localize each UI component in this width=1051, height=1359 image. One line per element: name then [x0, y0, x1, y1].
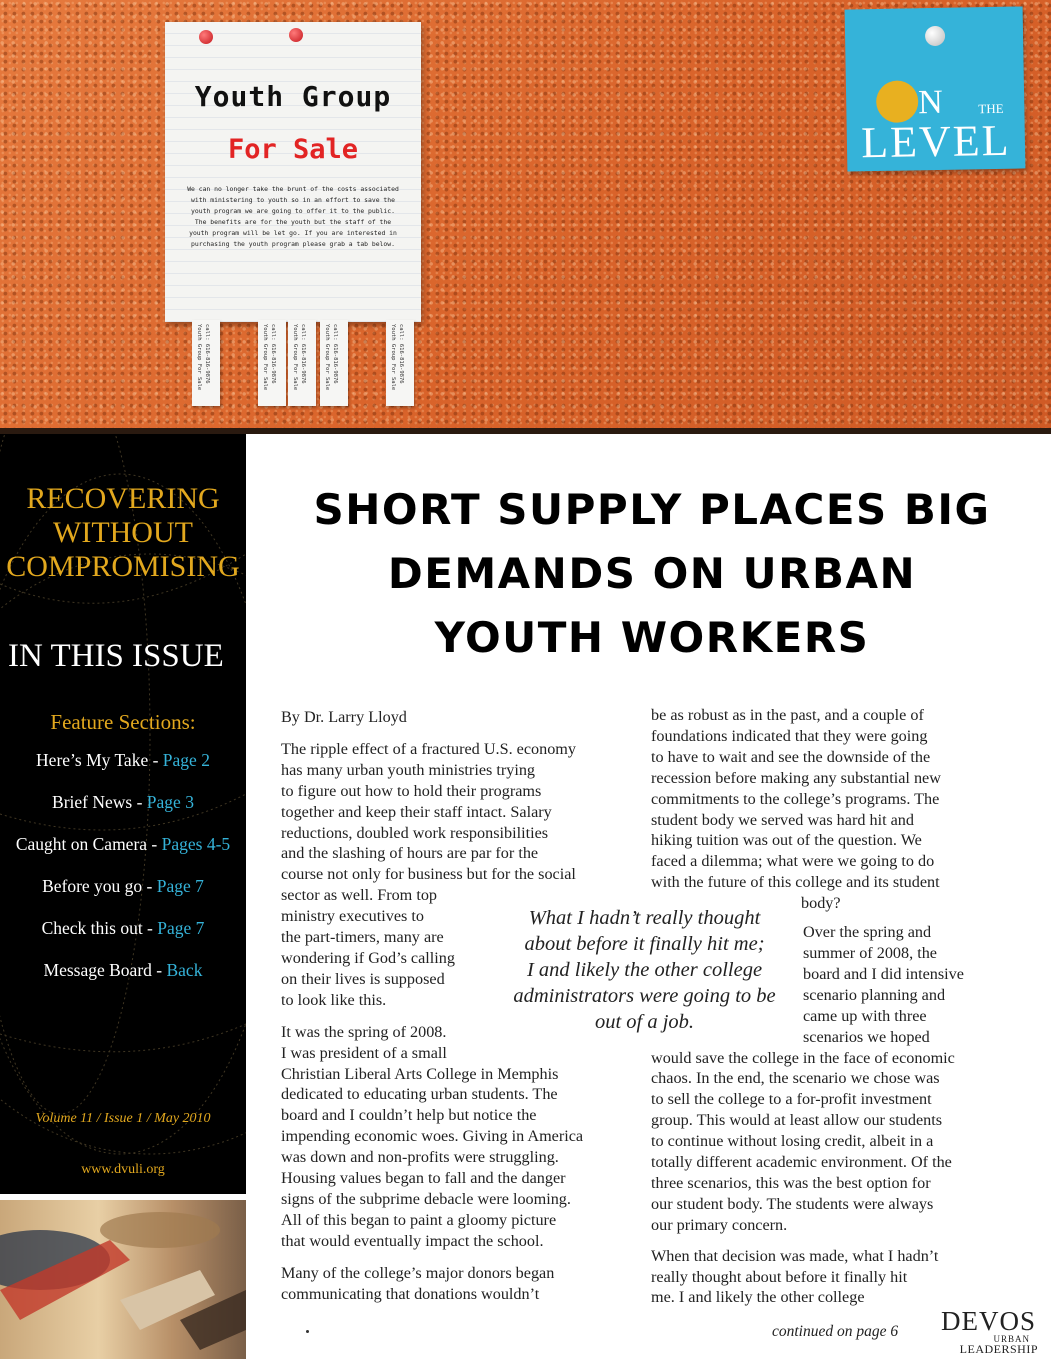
youth-group-flyer [165, 22, 421, 322]
feature-sections-heading: Feature Sections: [50, 710, 196, 734]
toc-item[interactable]: Brief News - Page 3 [52, 792, 194, 812]
byline: By Dr. Larry Lloyd [281, 708, 407, 726]
sticky-the-text: THE [978, 100, 1004, 117]
paragraph: Over the spring and summer of 2008, the board and I did intensive scenario planning and came up with three scenarios we hoped [803, 923, 964, 1046]
toc-item[interactable]: Caught on Camera - Pages 4-5 [15, 834, 231, 854]
pull-quote: What I hadn’t really thought about before it finally hit me; I and likely the other college administrators were going to be out of a job. [513, 907, 776, 1033]
tear-off-tab[interactable]: call: 616-816-9876 Youth Group For Sale [386, 320, 414, 406]
flyer-title: Youth Group [194, 80, 392, 113]
paragraph-continued: would save the college in the face of economic chaos. In the end, the scenario we chose was to sell the college to a for-profit investment group. This would at least allow our students to continue without losing credit, albeit in a totally different academic environment. Of the three scenarios, this was the best option for our student body. The students were always our primary concern. [651, 1048, 955, 1234]
red-pushpin-icon [199, 30, 213, 44]
devos-logo: DEVOS URBAN LEADERSHIP [940, 1306, 1038, 1356]
toc-item[interactable]: Before you go - Page 7 [42, 876, 204, 896]
website-link[interactable]: www.dvuli.org [81, 1162, 165, 1177]
flyer-body: We can no longer take the brunt of the costs associated with ministering to youth so in an effort to save the youth program we are going to offer it to the public. The benefits are for the youth but the staff of the youth program will be let go. If you are interested in purchasing the youth program please grab a tab below. [187, 185, 399, 248]
sticky-level-text: LEVEL [860, 115, 1011, 168]
on-the-level-sticky-note [845, 6, 1026, 171]
white-pushpin-icon [925, 26, 945, 46]
tear-off-tab[interactable]: call: 616-816-9876 Youth Group For Sale [320, 320, 348, 406]
runners-photo [0, 1200, 246, 1359]
sidebar-heading-line: WITHOUT [53, 516, 193, 549]
toc-item[interactable]: Message Board - Back [43, 960, 203, 980]
tear-off-tab[interactable]: call: 616-816-9876 Youth Group For Sale [258, 320, 286, 406]
volume-issue-date: Volume 11 / Issue 1 / May 2010 [35, 1111, 211, 1126]
paragraph: be as robust as in the past, and a couple of foundations indicated that they were going to have to wait and see the downside of the recession before making any substantial new commitments to the college’s programs. The student body we served was hard hit and hiking tuition was out of the question. We faced a dilemma; what were we going to do with the future of this college and its student body? [651, 706, 941, 913]
runners-illustration [0, 1200, 246, 1359]
article-column-2 [651, 705, 1011, 1308]
flyer-subtitle: For Sale [227, 134, 359, 165]
toc-item[interactable]: Check this out - Page 7 [41, 918, 205, 938]
continued-link[interactable]: continued on page 6 [772, 1323, 899, 1340]
toc-page-link[interactable]: Pages 4-5 [161, 834, 231, 854]
toc-page-link[interactable]: Back [166, 960, 203, 980]
toc-page-link[interactable]: Page 2 [162, 750, 210, 770]
paragraph: Many of the college’s major donors began communicating that donations wouldn’t [281, 1263, 555, 1303]
toc-page-link[interactable]: Page 7 [157, 918, 205, 938]
tear-off-tab[interactable]: call: 616-816-9876 Youth Group For Sale [192, 320, 220, 406]
in-this-issue-heading: IN THIS ISSUE [8, 638, 224, 674]
stray-dot [306, 1330, 309, 1333]
sidebar [0, 434, 246, 1194]
cork-board-banner [0, 0, 1051, 432]
sidebar-heading-line: COMPROMISING [6, 550, 240, 583]
sticky-on-text: N [917, 83, 944, 122]
sidebar-heading-line: RECOVERING [26, 482, 220, 515]
toc-page-link[interactable]: Page 3 [146, 792, 194, 812]
red-pushpin-icon [289, 28, 303, 42]
tear-off-tab[interactable]: call: 616-816-9876 Youth Group For Sale [288, 320, 316, 406]
toc-item[interactable]: Here’s My Take - Page 2 [36, 750, 210, 770]
paragraph: It was the spring of 2008. I was president of a small Christian Liberal Arts College in Memphis dedicated to educating urban students. The board and I couldn’t help but notice the impending economic woes. Giving in America was down and non-profits were struggling. Housing values began to fall and the danger signs of the subprime debacle were looming. All of this began to paint a gloomy picture that would eventually impact the school. [281, 1022, 584, 1250]
paragraph: When that decision was made, what I hadn’t really thought about before it finally hit me. I and likely the other college [651, 1246, 939, 1307]
article-headline: SHORT SUPPLY PLACES BIG DEMANDS ON URBAN YOUTH WORKERS [313, 485, 991, 662]
toc-page-link[interactable]: Page 7 [156, 876, 204, 896]
paragraph: The ripple effect of a fractured U.S. economy has many urban youth ministries trying to figure out how to hold their programs together and keep their staff intact. Salary reductions, doubled work responsibilities and the slashing of hours are par for the course not only for business but for the social sector as well. From top ministry executives to the part-timers, many are wondering if God’s calling on their lives is supposed to look like this. [281, 739, 576, 1009]
